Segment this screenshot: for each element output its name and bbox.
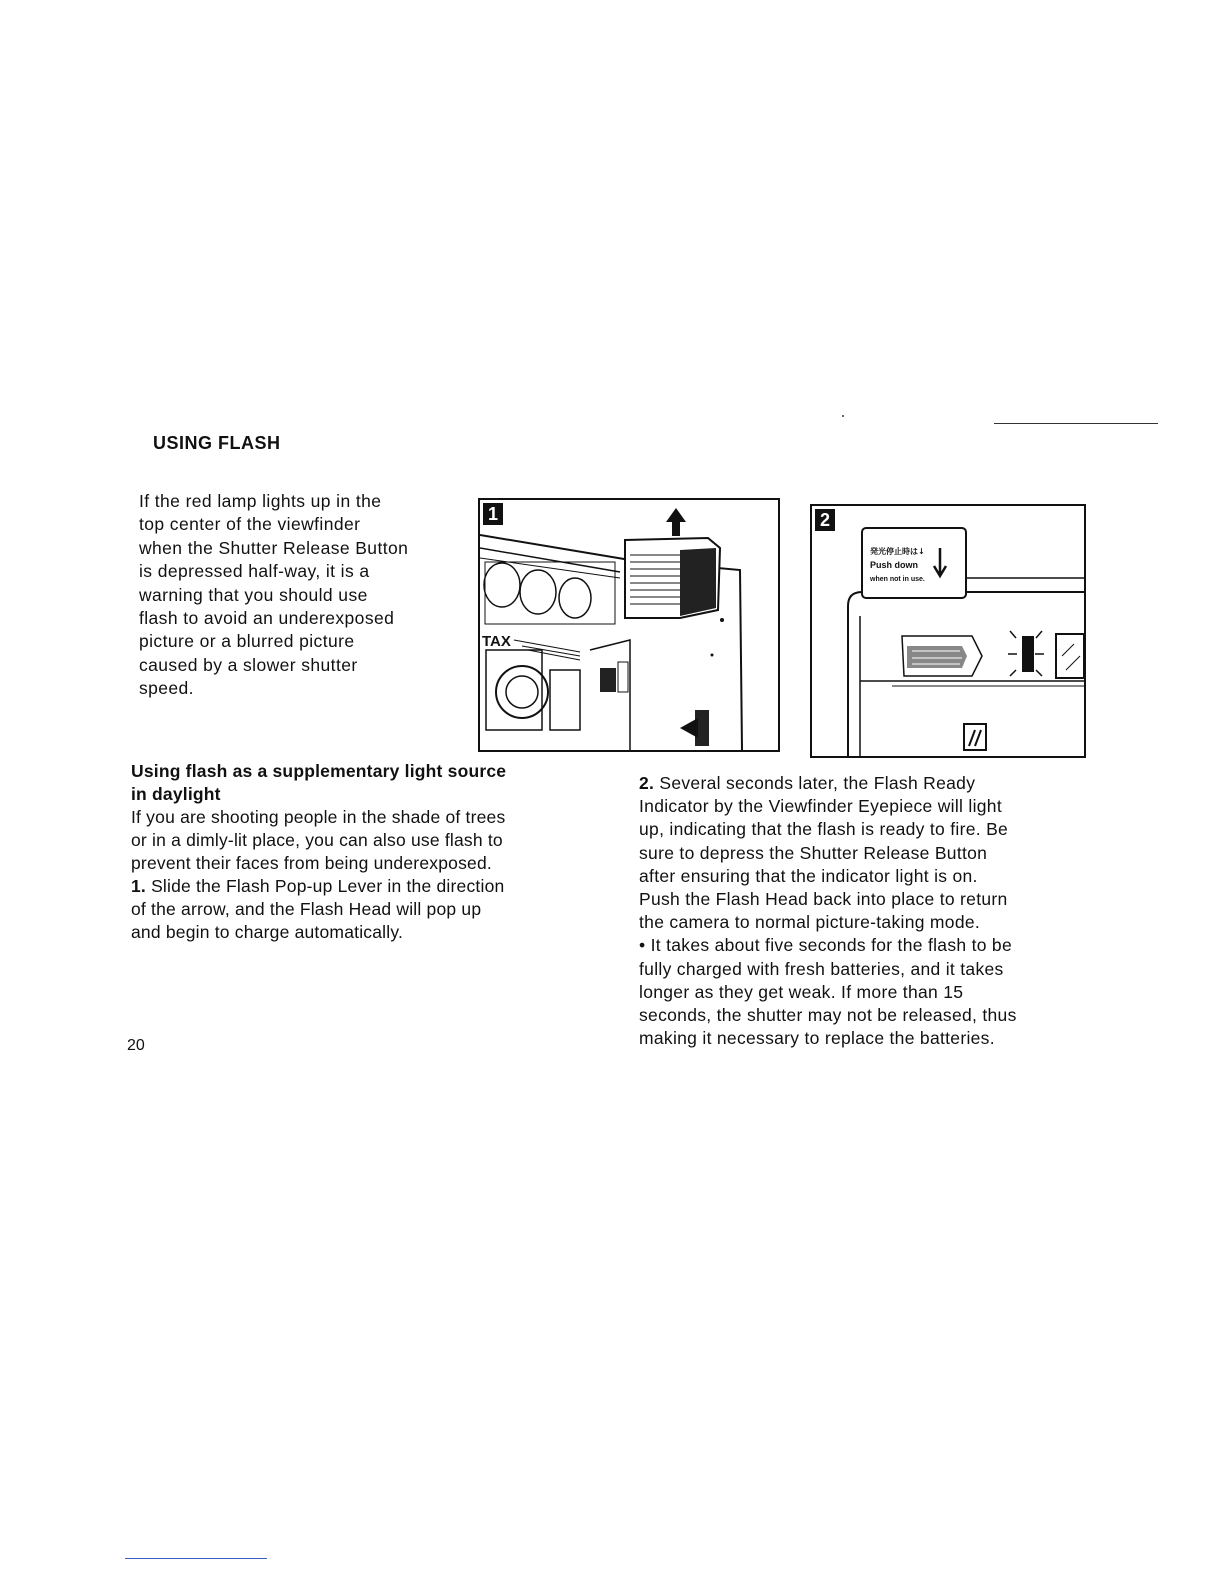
intro-line: caused by a slower shutter	[139, 654, 358, 675]
subheading-line: in daylight	[131, 784, 221, 804]
note-line	[639, 934, 1099, 957]
step-1-line: of the arrow, and the Flash Head will pop up	[131, 899, 482, 919]
subheading-line: Using flash as a supplementary light source	[131, 761, 507, 781]
section-heading: USING FLASH	[153, 433, 281, 453]
fig2-label-line1: 発光停止時は↓	[870, 547, 925, 556]
intro-line: flash to avoid an underexposed	[139, 608, 395, 629]
camera-illustration-2	[812, 506, 1084, 756]
page-number: 20	[127, 1037, 145, 1054]
left-column	[131, 760, 601, 944]
step-2-number: 2.	[639, 773, 655, 793]
intro-line: If the red lamp lights up in the	[139, 491, 382, 511]
step-2-text: Several seconds later, the Flash Ready	[659, 773, 976, 793]
intro-line: is depressed half-way, it is a	[139, 561, 370, 582]
body-line: or in a dimly-lit place, you can also use flash to	[131, 830, 503, 850]
step-2-line	[639, 772, 1099, 795]
step-2-line: up, indicating that the flash is ready to fire. Be	[639, 819, 1009, 840]
fig2-label-line3: when not in use.	[870, 576, 925, 583]
intro-line: when the Shutter Release Button	[139, 537, 409, 558]
camera-illustration-1	[480, 500, 778, 750]
note-bullet: •	[639, 935, 646, 956]
step-2-line: Indicator by the Viewfinder Eyepiece will light	[639, 796, 1002, 817]
step-2-line: the camera to normal picture-taking mode.	[639, 912, 981, 933]
bottom-rule	[125, 1558, 267, 1559]
note-line: seconds, the shutter may not be released, thus	[639, 1005, 1017, 1026]
intro-line: speed.	[139, 678, 194, 699]
intro-paragraph	[139, 490, 479, 701]
intro-line: warning that you should use	[139, 584, 368, 605]
step-1-line	[131, 875, 601, 898]
right-column	[639, 772, 1099, 1050]
figure-1-flash-popup	[478, 498, 780, 752]
body-line: prevent their faces from being underexposed.	[131, 853, 492, 873]
fig2-label-line2: Push down	[870, 560, 918, 570]
note-line: longer as they get weak. If more than 15	[639, 981, 964, 1002]
top-rule	[994, 423, 1158, 424]
step-2-line: sure to depress the Shutter Release Button	[639, 842, 988, 863]
step-1-line: and begin to charge automatically.	[131, 922, 404, 942]
step-1-text: Slide the Flash Pop-up Lever in the direction	[151, 876, 505, 896]
fig1-brand-text: TAX	[482, 633, 511, 650]
figure-2-badge: 2	[815, 509, 835, 531]
step-2-line: after ensuring that the indicator light is on.	[639, 865, 978, 886]
figure-1-badge: 1	[483, 503, 503, 525]
note-line: fully charged with fresh batteries, and it takes	[639, 958, 1004, 979]
intro-line: picture or a blurred picture	[139, 631, 355, 652]
step-1-number: 1.	[131, 876, 146, 896]
note-line: making it necessary to replace the batteries.	[639, 1028, 995, 1049]
intro-line: top center of the viewfinder	[139, 514, 361, 535]
step-2-line: Push the Flash Head back into place to return	[639, 889, 1008, 910]
scan-speck	[842, 415, 844, 417]
figure-2-flash-ready	[810, 504, 1086, 758]
note-text: It takes about five seconds for the flash to be	[650, 935, 1013, 956]
body-line: If you are shooting people in the shade of trees	[131, 807, 506, 827]
